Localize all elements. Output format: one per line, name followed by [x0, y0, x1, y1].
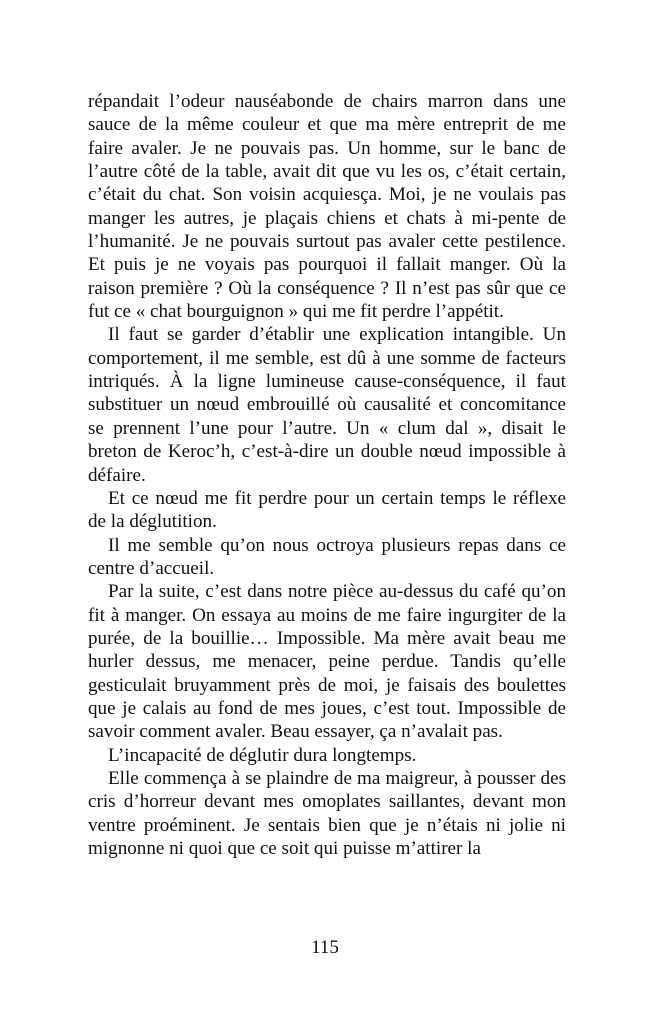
paragraph-7: Elle commença à se plaindre de ma maigreur, à pousser des cris d’horreur devant mes omoplates saillantes, devant mon ventre proéminent. Je sentais bien que je n’étais ni jolie ni mignonne ni quoi que ce soit qui puisse m’attirer la [88, 767, 566, 859]
paragraph-3: Et ce nœud me fit perdre pour un certain temps le réflexe de la déglutition. [88, 487, 566, 533]
page-body [88, 90, 566, 860]
paragraph-6: L’incapacité de déglutir dura longtemps. [108, 744, 417, 766]
paragraph-1: répandait l’odeur nauséabonde de chairs marron dans une sauce de la même couleur et que ma mère entreprit de me faire avaler. Je ne pouvais pas. Un homme, sur le banc de l’autre côté de la table, avait dit que vu les os, c’était certain, c’était du chat. Son voisin acquiesça. Moi, je ne voulais pas manger les autres, je plaçais chiens et chats à mi-pente de l’humanité. Je ne pouvais surtout pas avaler cette pestilence. Et puis je ne voyais pas pourquoi il fallait manger. Où la raison première ? Où la conséquence ? Il n’est pas sûr que ce fut ce « chat bourguignon » qui me fit perdre l’appétit. [88, 91, 566, 323]
paragraph-2: Il faut se garder d’établir une explication intangible. Un comportement, il me semble, est dû à une somme de facteurs intriqués. À la ligne lumineuse cause-conséquence, il faut substituer un nœud embrouillé où causalité et concomitance se prennent l’une pour l’autre. Un « clum dal », disait le breton de Keroc’h, c’est-à-dire un double nœud impossible à défaire. [88, 324, 566, 486]
paragraph-4: Il me semble qu’on nous octroya plusieurs repas dans ce centre d’accueil. [88, 534, 566, 579]
page-number: 115 [311, 937, 339, 958]
paragraph-5: Par la suite, c’est dans notre pièce au-dessus du café qu’on fit à manger. On essaya au moins de me faire ingurgiter de la purée, de la bouillie… Impossible. Ma mère avait beau me hurler dessus, me menacer, peine perdue. Tandis qu’elle gesticulait bruyamment près de moi, je faisais des boulettes que je calais au fond de mes joues, c’est tout. Impossible de savoir comment avaler. Beau essayer, ça n’avalait pas. [88, 581, 566, 743]
